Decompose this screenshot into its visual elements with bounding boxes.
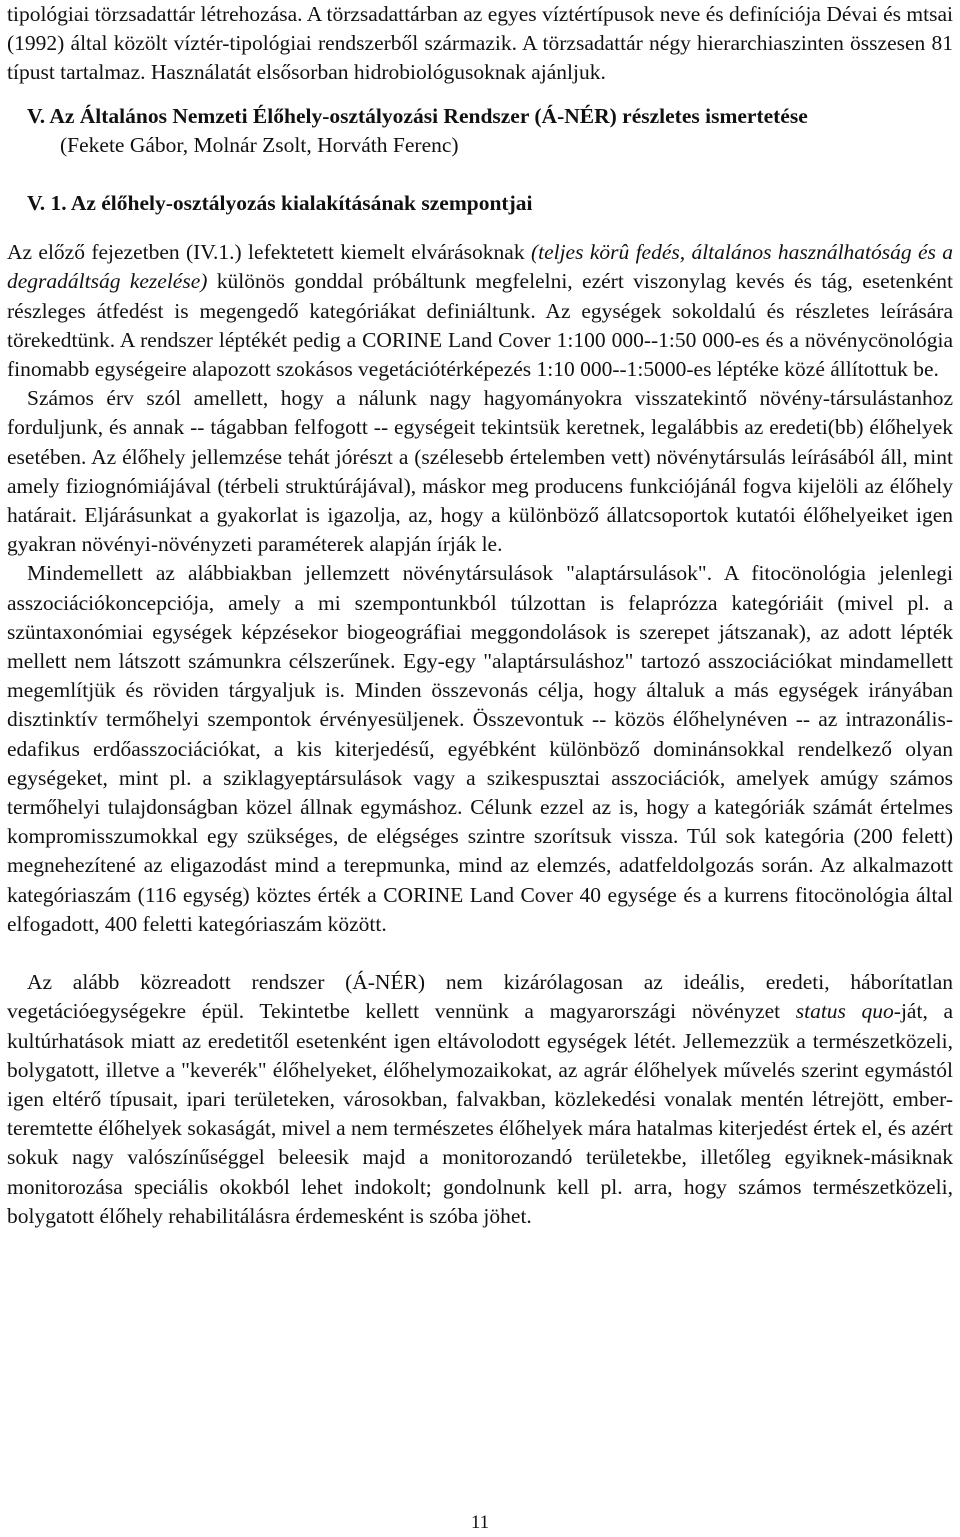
spacer (7, 160, 953, 189)
body-paragraph-3: Mindemellett az alábbiakban jellemzett növénytársulások "alaptársulások". A fitocönológia jelenlegi asszociációkoncepciója, amely a mi szempontunkból túlzottan is felaprózza kategóriáit (mivel pl. a szüntaxonómiai egységek képzésekor biogeográfiai meggondolások is szerepet játszanak), az adott lépték mellett nem látszott számunkra célszerűnek. Egy-egy "alaptársuláshoz" tartozó asszociációkat mindamellett megemlítjük és röviden tárgyaljuk is. Minden összevonás célja, hogy általuk a más egységek irányában disztinktív termőhelyi szempontok érvényesüljenek. Összevontuk -- közös élőhelynéven -- az intrazonális-edafikus erdőasszociációkat, a kis kiterjedésű, egyébként különböző dominánsokkal rendelkező olyan egységeket, mint pl. a sziklagyeptársulások vagy a szikespusztai asszociációk, amelyek amúgy számos termőhelyi tulajdonságban közel állnak egymáshoz. Célunk ezzel az is, hogy a kategóriák számát értelmes kompromisszumokkal egy szükséges, de elégséges szintre szorítsuk vissza. Túl sok kategória (200 felett) megnehezítené az eligazodást mind a terepmunka, mind az elemzés, adatfeldolgozás során. Az alkalmazott kategóriaszám (116 egység) köztes érték a CORINE Land Cover 40 egysége és a kurrens fitocönológia által elfogadott, 400 feletti kategóriaszám között. (7, 561, 953, 936)
body-paragraph-1 (7, 238, 953, 384)
spacer (7, 88, 953, 102)
body-paragraph-1-start: Az előző fejezetben (IV.1.) lefektetett kiemelt elvárásoknak (7, 240, 531, 265)
section-heading: V. Az Általános Nemzeti Élőhely-osztályozási Rendszer (Á-NÉR) részletes ismertetése (27, 103, 808, 128)
body-paragraph-1-emphasis: (teljes körû fedés, általános használhatóság és a degradáltság kezelése) (7, 240, 953, 294)
body-paragraph-2: Számos érv szól amellett, hogy a nálunk nagy hagyományokra visszatekintő növény-társulástanhoz forduljunk, és annak -- tágabban felfogott -- egységeit tekintsük keretnek, legalábbis az eredeti(bb) élőhelyek esetében. Az élőhely jellemzése tehát jórészt a (szélesebb értelemben vett) növénytársulás leírásából áll, mint amely fiziognómiájával (térbeli struktúrájával), máskor meg producens funkciójánál fogva kijelöli az élőhely határait. Eljárásunkat a gyakorlat is igazolja, az, hogy a különböző állatcsoportok kutatói élőhelyeiket igen gyakran növényi-növényzeti paraméterek alapján írják le. (7, 386, 953, 557)
body-paragraph-1-end: különös gonddal próbáltunk megfelelni, ezért viszonylag kevés és tág, esetenként részleges átfedést is megengedő kategóriákat definiáltunk. Az egységek sokoldalú és részletes leírására törekedtünk. A rendszer léptékét pedig a CORINE Land Cover 1:100 000--1:50 000-es és a növénycönológia finomabb egységeire alapozott szokásos vegetációtérképezés 1:10 000--1:5000-es léptéke közé állítottuk be. (7, 269, 953, 382)
body-paragraph-4 (7, 968, 953, 1231)
intro-paragraph: tipológiai törzsadattár létrehozása. A törzsadattárban az egyes víztértípusok neve és definíciója Dévai és mtsai (1992) által közölt víztér-tipológiai rendszerből származik. A törzsadattár négy hierarchiaszinten összesen 81 típust tartalmaz. Használatát elsősorban hidrobiológusoknak ajánljuk. (7, 2, 953, 85)
page-number: 11 (470, 1512, 490, 1533)
spacer (7, 939, 953, 968)
document-page (7, 0, 953, 1231)
body-paragraph-4-emphasis: status quo (795, 999, 894, 1024)
body-paragraph-4-end: -ját, a kultúrhatások miatt az eredetitől esetenként igen eltávolodott egységek létét. Jellemezzük a természetközeli, bolygatott, illetve a "keverék" élőhelyeket, élőhelymozaikokat, az agrár élőhelyek művelés szerint egymástól igen eltérő típusait, ipari területeken, városokban, falvakban, közlekedési vonalak mentén létrejött, ember-teremtette élőhelyek sokaságát, mivel a nem természetes élőhelyek mára hatalmas kiterjedést értek el, és azért sokuk nagy valószínűséggel beleesik majd a monitorozandó területekbe, illetőleg egyiknek-másiknak monitorozása speciális okokból lehet indokolt; gondolnunk kell pl. arra, hogy számos természetközeli, bolygatott élőhely rehabilitálásra érdemesként is szóba jöhet. (7, 999, 953, 1228)
subsection-heading: V. 1. Az élőhely-osztályozás kialakításának szempontjai (27, 191, 533, 216)
section-authors: (Fekete Gábor, Molnár Zsolt, Horváth Ferenc) (60, 132, 459, 157)
body-paragraph-4-start: Az alább közreadott rendszer (Á-NÉR) nem kizárólagosan az ideális, eredeti, háborítatlan vegetációegységekre épül. Tekintetbe kellett vennünk a magyarországi növényzet (7, 970, 953, 1024)
spacer (7, 218, 953, 238)
